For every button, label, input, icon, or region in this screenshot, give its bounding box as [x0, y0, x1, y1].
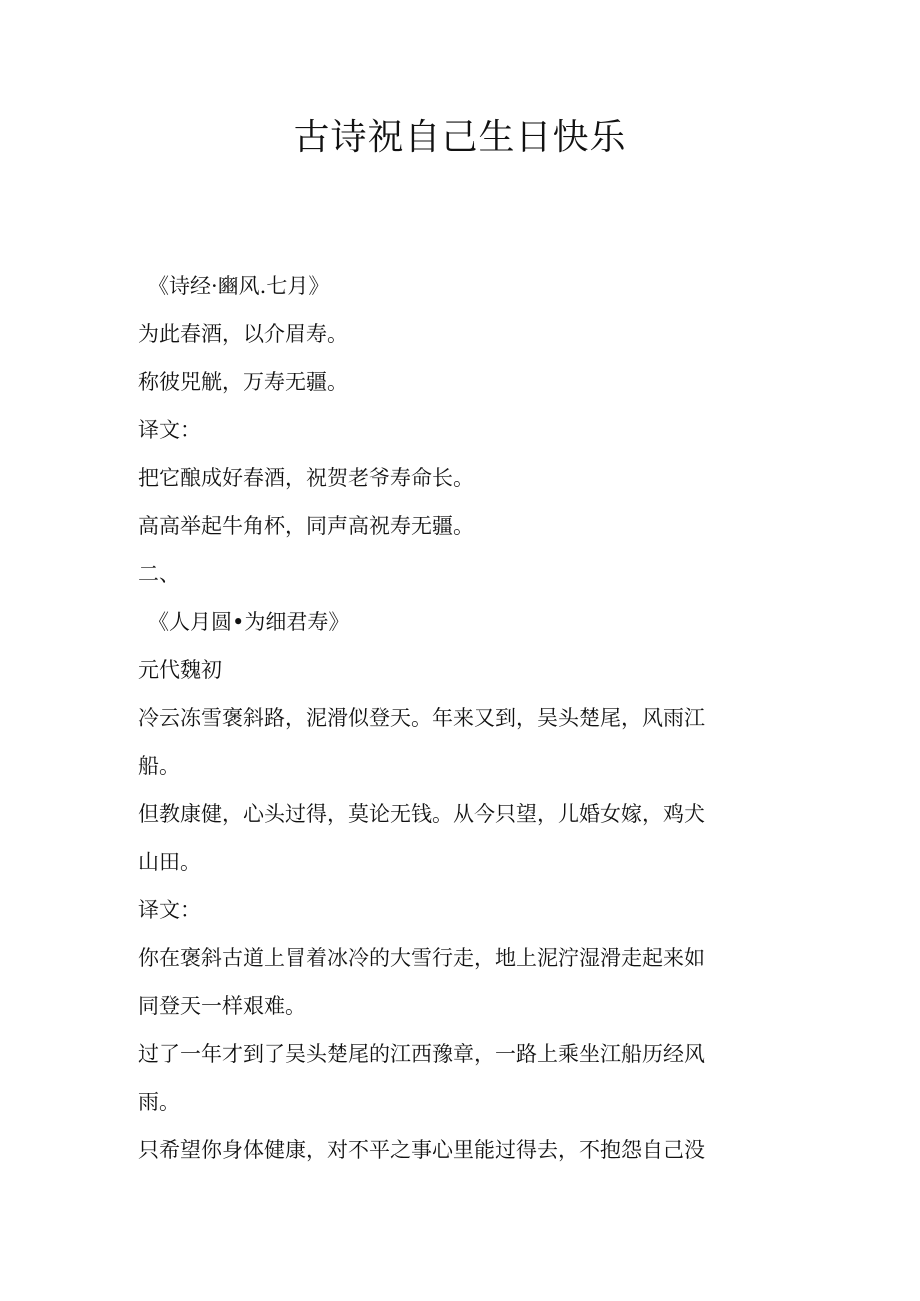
translation-label: 译文：	[138, 418, 201, 442]
translation-line: 雨。	[138, 1090, 180, 1114]
translation-line: 高高举起牛角杯，同声高祝寿无疆。	[138, 514, 474, 538]
poem1-line: 为此春酒，以介眉寿。	[138, 322, 348, 346]
translation-label: 译文：	[138, 898, 201, 922]
translation-line: 你在褒斜古道上冒着冰冷的大雪行走，地上泥泞湿滑走起来如	[138, 946, 705, 970]
document-body	[138, 262, 768, 1174]
translation-line: 同登天一样艰难。	[138, 994, 306, 1018]
poem2-line: 山田。	[138, 850, 201, 874]
poem2-author: 元代魏初	[138, 658, 222, 682]
poem2-line: 冷云冻雪褒斜路，泥滑似登天。年来又到，吴头楚尾，风雨江	[138, 706, 705, 730]
poem2-line: 船。	[138, 754, 180, 778]
poem2-heading: 《人月圆•为细君寿》	[148, 610, 350, 634]
translation-line: 只希望你身体健康，对不平之事心里能过得去，不抱怨自己没	[138, 1138, 705, 1162]
poem1-heading: 《诗经·豳风.七月》	[148, 274, 330, 298]
document-title: 古诗祝自己生日快乐	[293, 117, 627, 158]
poem2-line: 但教康健，心头过得，莫论无钱。从今只望，儿婚女嫁，鸡犬	[138, 802, 705, 826]
translation-line: 把它酿成好春酒，祝贺老爷寿命长。	[138, 466, 474, 490]
translation-line: 过了一年才到了吴头楚尾的江西豫章，一路上乘坐江船历经风	[138, 1042, 705, 1066]
section-marker: 二、	[138, 562, 180, 586]
poem1-line: 称彼兕觥，万寿无疆。	[138, 370, 348, 394]
